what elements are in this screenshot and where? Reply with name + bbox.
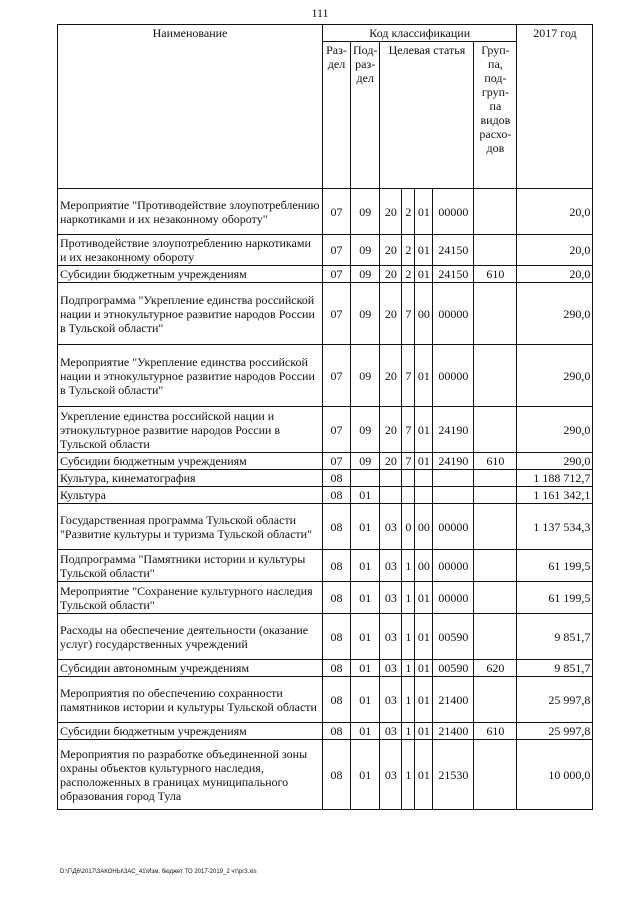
amount-cell: 61 199,5 <box>517 550 593 582</box>
expense-group-cell <box>474 487 517 504</box>
table-header <box>58 25 593 189</box>
row-name: Мероприятие "Сохранение культурного наследия Тульской области" <box>58 582 323 614</box>
amount-cell: 9 851,7 <box>517 614 593 660</box>
target-direction-cell: 24190 <box>433 407 474 453</box>
expense-group-cell <box>474 677 517 723</box>
target-direction-cell: 00000 <box>433 504 474 550</box>
amount-cell: 1 161 342,1 <box>517 487 593 504</box>
table-row <box>58 283 593 345</box>
target-subprogram-cell: 1 <box>402 582 415 614</box>
podrazdel-cell: 01 <box>351 582 380 614</box>
row-name: Укрепление единства российской нации и этнокультурное развитие народов России в Тульской области <box>58 407 323 453</box>
header-name: Наименование <box>58 25 323 189</box>
podrazdel-cell: 01 <box>351 660 380 677</box>
target-event-cell: 00 <box>415 504 433 550</box>
table-row <box>58 582 593 614</box>
row-name: Субсидии бюджетным учреждениям <box>58 453 323 470</box>
amount-cell: 1 137 534,3 <box>517 504 593 550</box>
expense-group-cell: 610 <box>474 723 517 740</box>
razdel-cell: 08 <box>323 614 351 660</box>
header-year: 2017 год <box>517 25 593 189</box>
target-direction-cell: 24150 <box>433 266 474 283</box>
razdel-cell: 08 <box>323 470 351 487</box>
amount-cell: 290,0 <box>517 453 593 470</box>
target-direction-cell: 00000 <box>433 189 474 235</box>
target-program-cell: 20 <box>380 453 402 470</box>
target-program-cell: 20 <box>380 266 402 283</box>
expense-group-cell <box>474 407 517 453</box>
podrazdel-cell: 09 <box>351 189 380 235</box>
razdel-cell: 08 <box>323 723 351 740</box>
amount-cell: 290,0 <box>517 345 593 407</box>
table-row <box>58 740 593 810</box>
expense-group-cell <box>474 740 517 810</box>
target-subprogram-cell: 1 <box>402 550 415 582</box>
target-program-cell: 03 <box>380 614 402 660</box>
row-name: Мероприятие "Противодействие злоупотреблению наркотиками и их незаконному обороту" <box>58 189 323 235</box>
target-event-cell: 01 <box>415 582 433 614</box>
target-event-cell: 01 <box>415 407 433 453</box>
header-target: Целевая статья <box>380 42 474 189</box>
target-direction-cell: 21530 <box>433 740 474 810</box>
amount-cell: 20,0 <box>517 235 593 266</box>
razdel-cell: 08 <box>323 677 351 723</box>
row-name: Субсидии бюджетным учреждениям <box>58 723 323 740</box>
razdel-cell: 08 <box>323 504 351 550</box>
table-row <box>58 614 593 660</box>
podrazdel-cell: 01 <box>351 740 380 810</box>
target-event-cell: 00 <box>415 283 433 345</box>
amount-cell: 61 199,5 <box>517 582 593 614</box>
target-event-cell: 01 <box>415 345 433 407</box>
target-program-cell: 03 <box>380 740 402 810</box>
page-number: 111 <box>311 6 329 20</box>
header-group: Груп- па, под- груп- па видов расхо- дов <box>474 42 517 189</box>
expense-group-cell <box>474 235 517 266</box>
target-event-cell: 01 <box>415 235 433 266</box>
amount-cell: 1 188 712,7 <box>517 470 593 487</box>
table-row <box>58 453 593 470</box>
table-row <box>58 723 593 740</box>
table-row <box>58 550 593 582</box>
razdel-cell: 08 <box>323 740 351 810</box>
amount-cell: 9 851,7 <box>517 660 593 677</box>
podrazdel-cell: 09 <box>351 283 380 345</box>
target-direction-cell: 21400 <box>433 677 474 723</box>
target-subprogram-cell: 1 <box>402 740 415 810</box>
target-subprogram-cell: 1 <box>402 723 415 740</box>
row-name: Субсидии автономным учреждениям <box>58 660 323 677</box>
expense-group-cell <box>474 189 517 235</box>
target-subprogram-cell: 1 <box>402 614 415 660</box>
podrazdel-cell: 09 <box>351 266 380 283</box>
expense-group-cell <box>474 283 517 345</box>
target-direction-cell <box>433 487 474 504</box>
target-subprogram-cell: 7 <box>402 453 415 470</box>
target-event-cell <box>415 470 433 487</box>
razdel-cell: 08 <box>323 487 351 504</box>
podrazdel-cell: 01 <box>351 614 380 660</box>
target-subprogram-cell <box>402 470 415 487</box>
table-row <box>58 660 593 677</box>
target-program-cell: 20 <box>380 283 402 345</box>
target-event-cell <box>415 487 433 504</box>
amount-cell: 10 000,0 <box>517 740 593 810</box>
target-program-cell: 03 <box>380 550 402 582</box>
target-subprogram-cell: 1 <box>402 660 415 677</box>
amount-cell: 25 997,8 <box>517 677 593 723</box>
table-row <box>58 266 593 283</box>
expense-group-cell <box>474 504 517 550</box>
target-direction-cell <box>433 470 474 487</box>
target-program-cell: 20 <box>380 345 402 407</box>
target-subprogram-cell: 7 <box>402 283 415 345</box>
target-direction-cell: 00000 <box>433 550 474 582</box>
expense-group-cell: 610 <box>474 266 517 283</box>
razdel-cell: 07 <box>323 283 351 345</box>
razdel-cell: 08 <box>323 660 351 677</box>
podrazdel-cell: 01 <box>351 677 380 723</box>
podrazdel-cell: 01 <box>351 504 380 550</box>
target-program-cell: 20 <box>380 407 402 453</box>
expense-group-cell <box>474 345 517 407</box>
razdel-cell: 08 <box>323 582 351 614</box>
target-subprogram-cell <box>402 487 415 504</box>
row-name: Субсидии бюджетным учреждениям <box>58 266 323 283</box>
amount-cell: 290,0 <box>517 407 593 453</box>
expense-group-cell <box>474 582 517 614</box>
header-razdel: Раз- дел <box>323 42 351 189</box>
target-event-cell: 00 <box>415 550 433 582</box>
target-event-cell: 01 <box>415 660 433 677</box>
expense-group-cell <box>474 550 517 582</box>
row-name: Культура <box>58 487 323 504</box>
target-program-cell: 03 <box>380 660 402 677</box>
target-program-cell: 20 <box>380 189 402 235</box>
razdel-cell: 07 <box>323 189 351 235</box>
amount-cell: 20,0 <box>517 266 593 283</box>
podrazdel-cell: 09 <box>351 453 380 470</box>
amount-cell: 25 997,8 <box>517 723 593 740</box>
target-subprogram-cell: 0 <box>402 504 415 550</box>
target-subprogram-cell: 2 <box>402 235 415 266</box>
row-name: Государственная программа Тульской области "Развитие культуры и туризма Тульской области" <box>58 504 323 550</box>
budget-table <box>57 24 593 810</box>
target-program-cell: 03 <box>380 582 402 614</box>
razdel-cell: 07 <box>323 407 351 453</box>
target-subprogram-cell: 7 <box>402 345 415 407</box>
table-row <box>58 345 593 407</box>
row-name: Противодействие злоупотреблению наркотиками и их незаконному обороту <box>58 235 323 266</box>
header-podrazdel: Под- раз- дел <box>351 42 380 189</box>
expense-group-cell: 610 <box>474 453 517 470</box>
razdel-cell: 07 <box>323 235 351 266</box>
podrazdel-cell: 09 <box>351 235 380 266</box>
expense-group-cell <box>474 614 517 660</box>
podrazdel-cell <box>351 470 380 487</box>
table-row <box>58 470 593 487</box>
target-program-cell: 03 <box>380 504 402 550</box>
target-direction-cell: 00590 <box>433 660 474 677</box>
target-event-cell: 01 <box>415 266 433 283</box>
target-direction-cell: 00000 <box>433 345 474 407</box>
target-event-cell: 01 <box>415 740 433 810</box>
podrazdel-cell: 01 <box>351 723 380 740</box>
target-program-cell <box>380 470 402 487</box>
target-subprogram-cell: 2 <box>402 266 415 283</box>
table-row <box>58 504 593 550</box>
target-event-cell: 01 <box>415 677 433 723</box>
file-path-footer: D:\Г\Д6\2017\ЗАКОНЫ\ЗАС_41\Изм. бюджет ТО 2017-2019_2 чт\pr3.xls <box>60 869 257 875</box>
podrazdel-cell: 01 <box>351 487 380 504</box>
amount-cell: 290,0 <box>517 283 593 345</box>
target-direction-cell: 00590 <box>433 614 474 660</box>
podrazdel-cell: 09 <box>351 345 380 407</box>
table-row <box>58 235 593 266</box>
row-name: Подпрограмма "Памятники истории и культуры Тульской области" <box>58 550 323 582</box>
target-program-cell <box>380 487 402 504</box>
target-subprogram-cell: 2 <box>402 189 415 235</box>
razdel-cell: 07 <box>323 266 351 283</box>
target-event-cell: 01 <box>415 453 433 470</box>
razdel-cell: 07 <box>323 345 351 407</box>
amount-cell: 20,0 <box>517 189 593 235</box>
target-program-cell: 03 <box>380 677 402 723</box>
header-code: Код классификации <box>323 25 517 42</box>
table-row <box>58 677 593 723</box>
target-direction-cell: 21400 <box>433 723 474 740</box>
target-program-cell: 20 <box>380 235 402 266</box>
row-name: Подпрограмма "Укрепление единства российской нации и этнокультурное развитие народов России в Тульской области" <box>58 283 323 345</box>
target-direction-cell: 00000 <box>433 582 474 614</box>
target-event-cell: 01 <box>415 189 433 235</box>
row-name: Мероприятия по обеспечению сохранности памятников истории и культуры Тульской области <box>58 677 323 723</box>
row-name: Мероприятия по разработке объединенной зоны охраны объектов культурного наследия, расположенных в границах муниципального образования город Тула <box>58 740 323 810</box>
expense-group-cell: 620 <box>474 660 517 677</box>
target-event-cell: 01 <box>415 614 433 660</box>
target-event-cell: 01 <box>415 723 433 740</box>
target-subprogram-cell: 7 <box>402 407 415 453</box>
table-row <box>58 407 593 453</box>
row-name: Расходы на обеспечение деятельности (оказание услуг) государственных учреждений <box>58 614 323 660</box>
expense-group-cell <box>474 470 517 487</box>
podrazdel-cell: 09 <box>351 407 380 453</box>
row-name: Мероприятие "Укрепление единства российской нации и этнокультурное развитие народов России в Тульской области" <box>58 345 323 407</box>
row-name: Культура, кинематография <box>58 470 323 487</box>
razdel-cell: 07 <box>323 453 351 470</box>
table-body <box>58 189 593 810</box>
target-direction-cell: 24150 <box>433 235 474 266</box>
podrazdel-cell: 01 <box>351 550 380 582</box>
razdel-cell: 08 <box>323 550 351 582</box>
target-program-cell: 03 <box>380 723 402 740</box>
target-subprogram-cell: 1 <box>402 677 415 723</box>
table-row <box>58 189 593 235</box>
target-direction-cell: 00000 <box>433 283 474 345</box>
table-row <box>58 487 593 504</box>
target-direction-cell: 24190 <box>433 453 474 470</box>
